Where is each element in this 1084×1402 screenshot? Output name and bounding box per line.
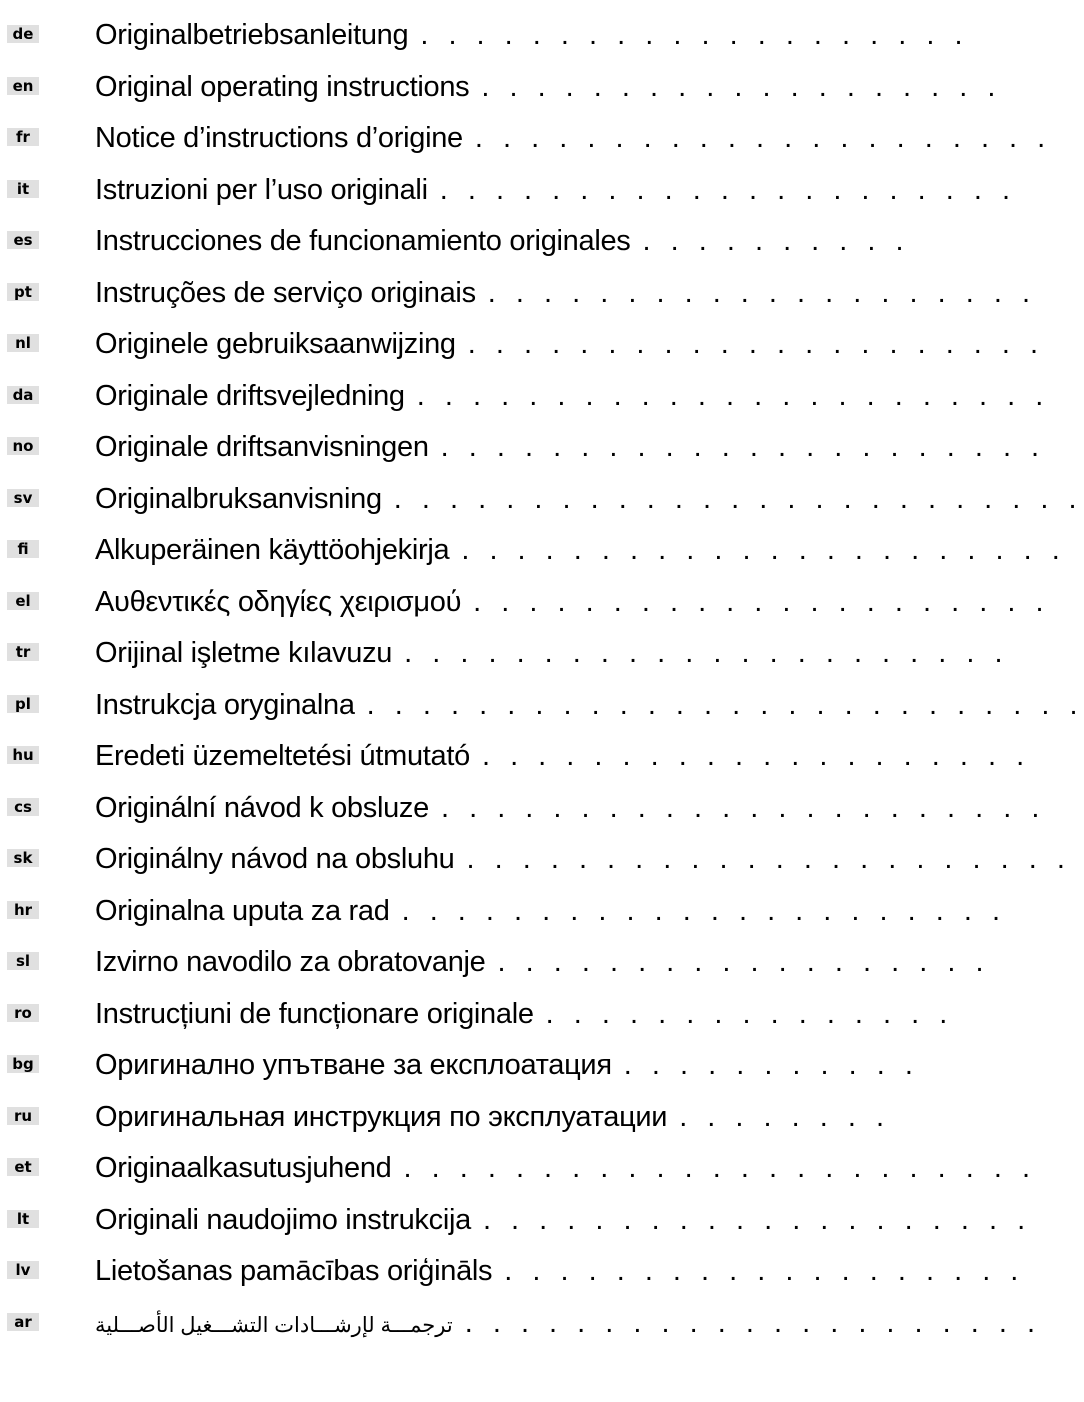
language-code-badge: hu <box>7 746 39 764</box>
language-code-badge: pt <box>7 283 39 301</box>
toc-entry-title: Instrucciones de funcionamiento originales <box>95 225 631 257</box>
language-code-badge: ro <box>7 1004 39 1022</box>
dot-leader: . . . . . . . . <box>679 1100 891 1133</box>
dot-leader: . . . . . . . . . . . . . . . . . . . . . <box>464 1306 1042 1339</box>
language-code-badge: da <box>7 386 39 404</box>
toc-entry-ru[interactable] <box>0 1091 950 1143</box>
dot-leader: . . . . . . . . . . . . . . . . . . <box>497 946 990 978</box>
dot-leader: . . . . . . . . . . . <box>623 1049 919 1081</box>
dot-leader: . . . . . . . . . . . . . . . <box>545 997 954 1030</box>
toc-entry-sk[interactable] <box>0 833 1071 885</box>
toc-entry-title: ترجمـــة لإرشـــادات التشـــغيل الأصـــلية <box>95 1313 453 1337</box>
toc-entry-title: Instrukcja oryginalna <box>95 688 355 721</box>
dot-leader: . . . . . . . . . . . . . . . . . . . . . <box>473 585 1050 618</box>
dot-leader: . . . . . . . . . . . . . . . . . . . <box>481 70 1002 103</box>
toc-entry-title: Оригинално упътване за експлоатация <box>95 1049 612 1081</box>
dot-leader: . . . . . . . . . . . . . . . . . . . . . <box>474 122 1052 154</box>
language-code-badge: tr <box>7 643 39 661</box>
dot-leader: . . . . . . . . . . . . . . . . . . . . . <box>467 328 1045 360</box>
toc-entry-title: Original operating instructions <box>95 70 470 103</box>
toc-entry-title: Originálny návod na obsluhu <box>95 843 455 875</box>
toc-entry-cs[interactable] <box>0 782 1046 834</box>
toc-entry-title: Originalbruksanvisning <box>95 482 382 515</box>
toc-entry-sv[interactable] <box>0 473 1083 525</box>
toc-entry-de[interactable] <box>0 9 969 61</box>
toc-entry-title: Instruções de serviço originais <box>95 276 476 309</box>
dot-leader: . . . . . . . . . . . . . . . . . . . . <box>481 740 1031 772</box>
toc-entry-title: Alkuperäinen käyttöohjekirja <box>95 534 450 566</box>
toc-entry-sl[interactable] <box>0 936 990 988</box>
dot-leader: . . . . . . . . . . . . . . . . . . . . . <box>439 173 1017 206</box>
toc-entry-title: Orijinal işletme kılavuzu <box>95 637 393 669</box>
language-code-badge: pl <box>7 695 39 713</box>
toc-entry-title: Izvirno navodilo za obratovanje <box>95 946 486 978</box>
language-code-badge: en <box>7 77 39 95</box>
language-code-badge: de <box>7 25 39 43</box>
toc-entry-ro[interactable] <box>0 988 954 1040</box>
dot-leader: . . . . . . . . . . . . . . . . . . . . . . <box>440 431 1046 463</box>
language-code-badge: ar <box>7 1313 39 1331</box>
dot-leader: . . . . . . . . . . . . . . . . . . . . . . <box>404 637 1009 669</box>
toc-entry-fi[interactable] <box>0 524 1066 576</box>
dot-leader: . . . . . . . . . . . . . . . . . . . . . . <box>440 791 1046 824</box>
toc-entry-title: Originali naudojimo instrukcija <box>95 1203 471 1236</box>
language-code-badge: fr <box>7 128 39 146</box>
dot-leader: . . . . . . . . . . . . . . . . . . . . . . . <box>416 379 1050 412</box>
toc-entry-pt[interactable] <box>0 267 1037 319</box>
language-code-badge: it <box>7 180 39 198</box>
language-code-badge: ru <box>7 1107 39 1125</box>
dot-leader: . . . . . . . . . . . . . . . . . . . . <box>482 1203 1032 1236</box>
toc-entry-title: Istruzioni per l’uso originali <box>95 173 428 206</box>
language-code-badge: lt <box>7 1210 39 1228</box>
toc-entry-title: Originale driftsanvisningen <box>95 431 429 463</box>
toc-entry-title: Notice d’instructions d’origine <box>95 122 463 154</box>
toc-entry-ar[interactable] <box>0 1297 1042 1349</box>
toc-entry-lt[interactable] <box>0 1194 1032 1246</box>
toc-entry-title: Originele gebruiksaanwijzing <box>95 328 456 360</box>
dot-leader: . . . . . . . . . . . . . . . . . . . . <box>420 19 969 51</box>
toc-entry-title: Αυθεντικές οδηγίες χειρισμού <box>95 585 462 618</box>
language-code-badge: es <box>7 231 39 249</box>
toc-entry-en[interactable] <box>0 61 1002 113</box>
toc-entry-title: Lietošanas pamācības oriģināls <box>95 1255 493 1287</box>
toc-entry-title: Originale driftsvejledning <box>95 379 405 412</box>
toc-entry-lv[interactable] <box>0 1245 1025 1297</box>
language-code-badge: lv <box>7 1261 39 1279</box>
dot-leader: . . . . . . . . . . . . . . . . . . . . . . <box>466 843 1071 875</box>
dot-leader: . . . . . . . . . . . . . . . . . . . . . . <box>401 894 1007 927</box>
language-code-badge: sv <box>7 489 39 507</box>
toc-entry-title: Originální návod k obsluze <box>95 791 429 824</box>
toc-entry-el[interactable] <box>0 576 1050 628</box>
toc-entry-title: Originalna uputa za rad <box>95 894 390 927</box>
toc-entry-et[interactable] <box>0 1142 1037 1194</box>
dot-leader: . . . . . . . . . . <box>642 225 910 257</box>
toc-entry-nl[interactable] <box>0 318 1045 370</box>
language-code-badge: nl <box>7 334 39 352</box>
toc-entry-es[interactable] <box>0 215 950 267</box>
language-code-badge: el <box>7 592 39 610</box>
language-code-badge: cs <box>7 798 39 816</box>
language-code-badge: no <box>7 437 39 455</box>
toc-entry-title: Originalbetriebsanleitung <box>95 19 409 51</box>
language-code-badge: hr <box>7 901 39 919</box>
language-code-badge: bg <box>7 1055 39 1073</box>
language-code-badge: et <box>7 1158 39 1176</box>
language-code-badge: sl <box>7 952 39 970</box>
table-of-contents <box>0 9 1084 1348</box>
dot-leader: . . . . . . . . . . . . . . . . . . . <box>504 1255 1025 1287</box>
toc-entry-pl[interactable] <box>0 679 1084 731</box>
dot-leader: . . . . . . . . . . . . . . . . . . . . <box>487 276 1037 309</box>
toc-entry-title: Originaalkasutusjuhend <box>95 1152 392 1184</box>
dot-leader: . . . . . . . . . . . . . . . . . . . . . . <box>461 534 1066 566</box>
toc-entry-no[interactable] <box>0 421 1046 473</box>
toc-entry-hr[interactable] <box>0 885 1007 937</box>
dot-leader: . . . . . . . . . . . . . . . . . . . . . . . . . . <box>366 688 1084 721</box>
toc-entry-tr[interactable] <box>0 627 1009 679</box>
toc-entry-it[interactable] <box>0 164 1017 216</box>
dot-leader: . . . . . . . . . . . . . . . . . . . . . . . . . <box>393 482 1083 515</box>
toc-entry-title: Instrucțiuni de funcționare originale <box>95 997 534 1030</box>
language-code-badge: fi <box>7 540 39 558</box>
language-code-badge: sk <box>7 849 39 867</box>
dot-leader: . . . . . . . . . . . . . . . . . . . . . . . <box>403 1152 1037 1184</box>
toc-entry-bg[interactable] <box>0 1039 950 1091</box>
toc-entry-fr[interactable] <box>0 112 1052 164</box>
toc-entry-title: Eredeti üzemeltetési útmutató <box>95 740 470 772</box>
toc-entry-hu[interactable] <box>0 730 1031 782</box>
toc-entry-title: Оригинальная инструкция по эксплуатации <box>95 1100 668 1133</box>
toc-entry-da[interactable] <box>0 370 1050 422</box>
